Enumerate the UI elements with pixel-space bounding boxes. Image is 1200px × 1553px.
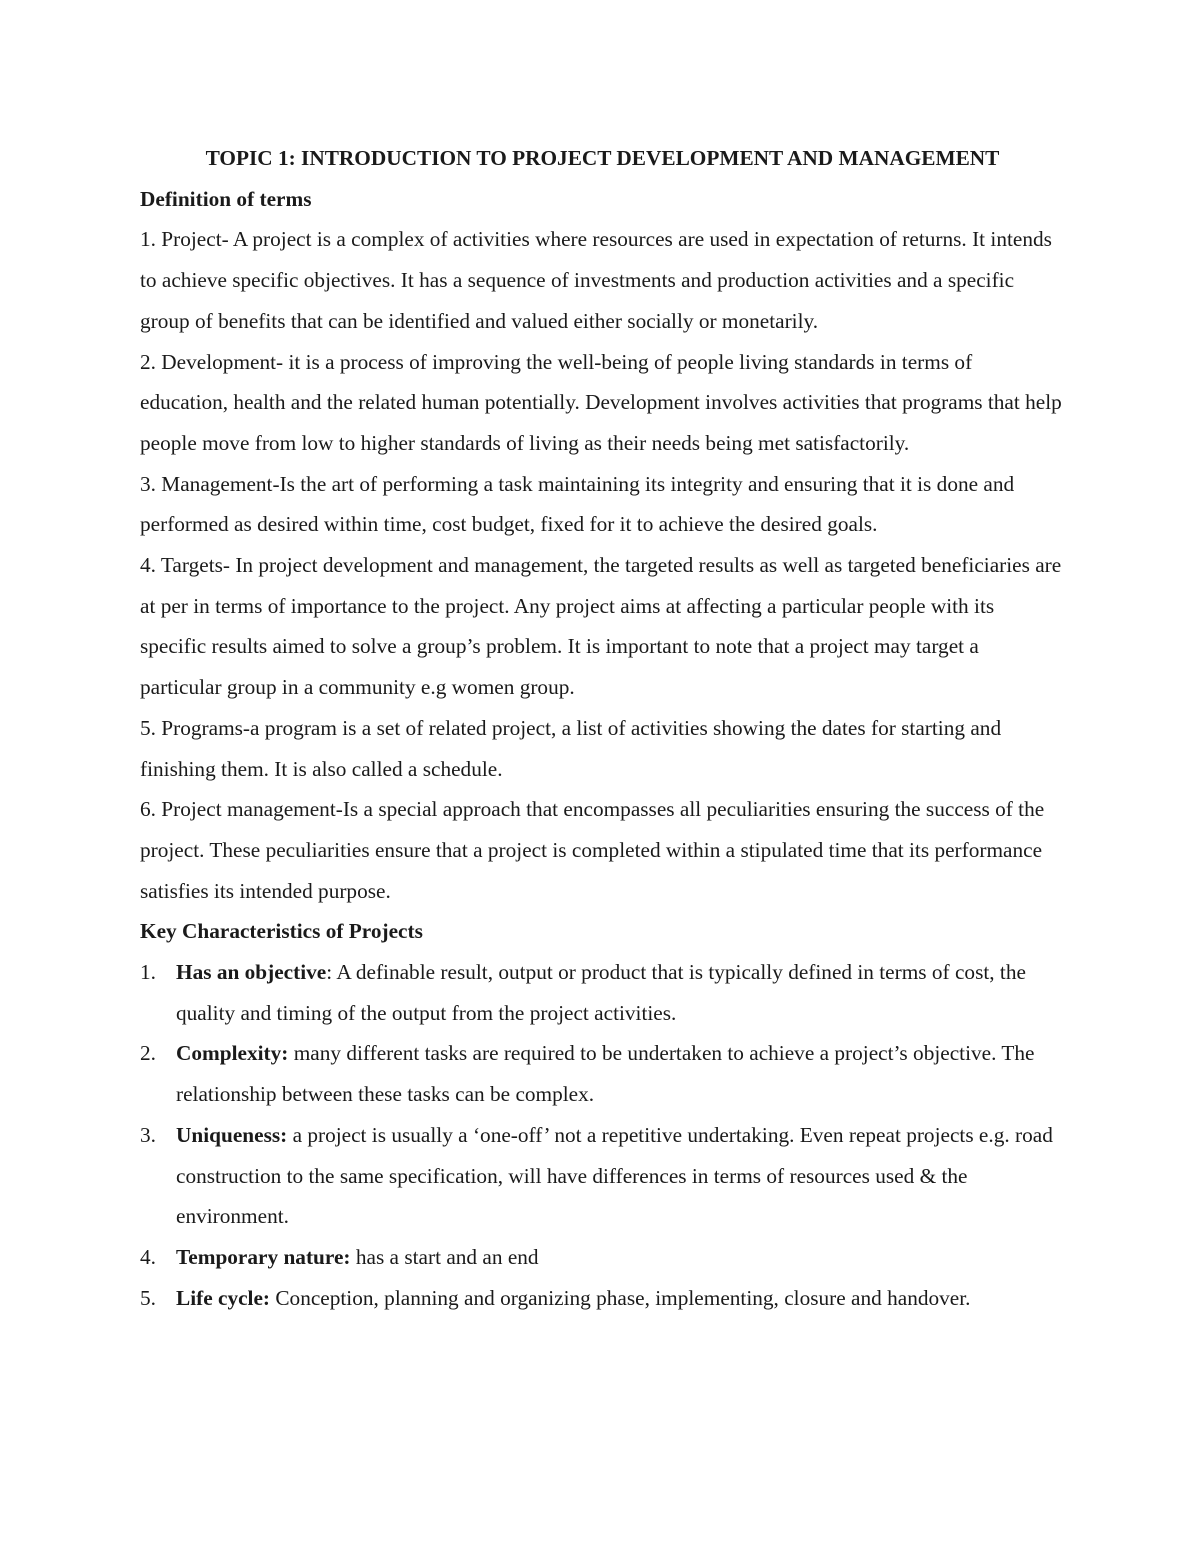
characteristic-item xyxy=(140,1278,1065,1319)
characteristic-text: has a start and an end xyxy=(350,1244,539,1269)
definition-targets: 4. Targets- In project development and management, the targeted results as well as targeted beneficiaries are at per in terms of importance to the project. Any project aims at affecting a particular people with its specific results aimed to solve a group’s problem. It is important to note that a project may target a particular group in a community e.g women group. xyxy=(140,553,1062,700)
list-number: 4. xyxy=(140,1244,156,1269)
definition-project-management: 6. Project management-Is a special approach that encompasses all peculiarities ensuring the success of the project. These peculiarities ensure that a project is completed within a stipulated time that its performance satisfies its intended purpose. xyxy=(140,797,1045,903)
characteristic-item xyxy=(140,1237,1065,1278)
characteristic-term: Uniqueness: xyxy=(176,1122,288,1147)
definition-programs: 5. Programs-a program is a set of related project, a list of activities showing the dates for starting and finishing them. It is also called a schedule. xyxy=(140,715,1002,781)
list-number: 5. xyxy=(140,1285,156,1310)
characteristic-item xyxy=(140,952,1065,1033)
definition-management: 3. Management-Is the art of performing a task maintaining its integrity and ensuring that it is done and performed as desired within time, cost budget, fixed for it to achieve the desired goals. xyxy=(140,471,1015,537)
characteristic-text: : A definable result, output or product that is typically defined in terms of cost, the quality and timing of the output from the project activities. xyxy=(176,960,1026,1025)
characteristic-text: Conception, planning and organizing phase, implementing, closure and handover. xyxy=(270,1285,971,1310)
characteristic-item xyxy=(140,1033,1065,1114)
characteristic-term: Complexity: xyxy=(176,1041,289,1066)
characteristic-term: Life cycle: xyxy=(176,1285,271,1310)
document-body xyxy=(140,138,1065,1318)
definition-project: 1. Project- A project is a complex of activities where resources are used in expectation of returns. It intends to achieve specific objectives. It has a sequence of investments and production activities and a specific group of benefits that can be identified and valued either socially or monetarily. xyxy=(140,227,1052,333)
definition-development: 2. Development- it is a process of improving the well-being of people living standards in terms of education, health and the related human potentially. Development involves activities that programs that help people move from low to higher standards of living as their needs being met satisfactorily. xyxy=(140,349,1062,455)
characteristic-item xyxy=(140,1115,1065,1237)
definitions-heading: Definition of terms xyxy=(140,186,312,211)
characteristics-heading: Key Characteristics of Projects xyxy=(140,919,423,944)
characteristic-term: Has an objective xyxy=(176,960,327,985)
list-number: 1. xyxy=(140,960,156,985)
list-number: 2. xyxy=(140,1041,156,1066)
characteristic-term: Temporary nature: xyxy=(176,1244,351,1269)
document-title: TOPIC 1: INTRODUCTION TO PROJECT DEVELOPMENT AND MANAGEMENT xyxy=(205,146,1000,170)
list-number: 3. xyxy=(140,1122,156,1147)
characteristic-text: a project is usually a ‘one-off’ not a repetitive undertaking. Even repeat projects e.g. road construction to the same specification, will have differences in terms of resources used & the environment. xyxy=(176,1122,1053,1229)
characteristics-list xyxy=(140,952,1065,1318)
characteristic-text: many different tasks are required to be undertaken to achieve a project’s objective. The relationship between these tasks can be complex. xyxy=(176,1041,1035,1107)
